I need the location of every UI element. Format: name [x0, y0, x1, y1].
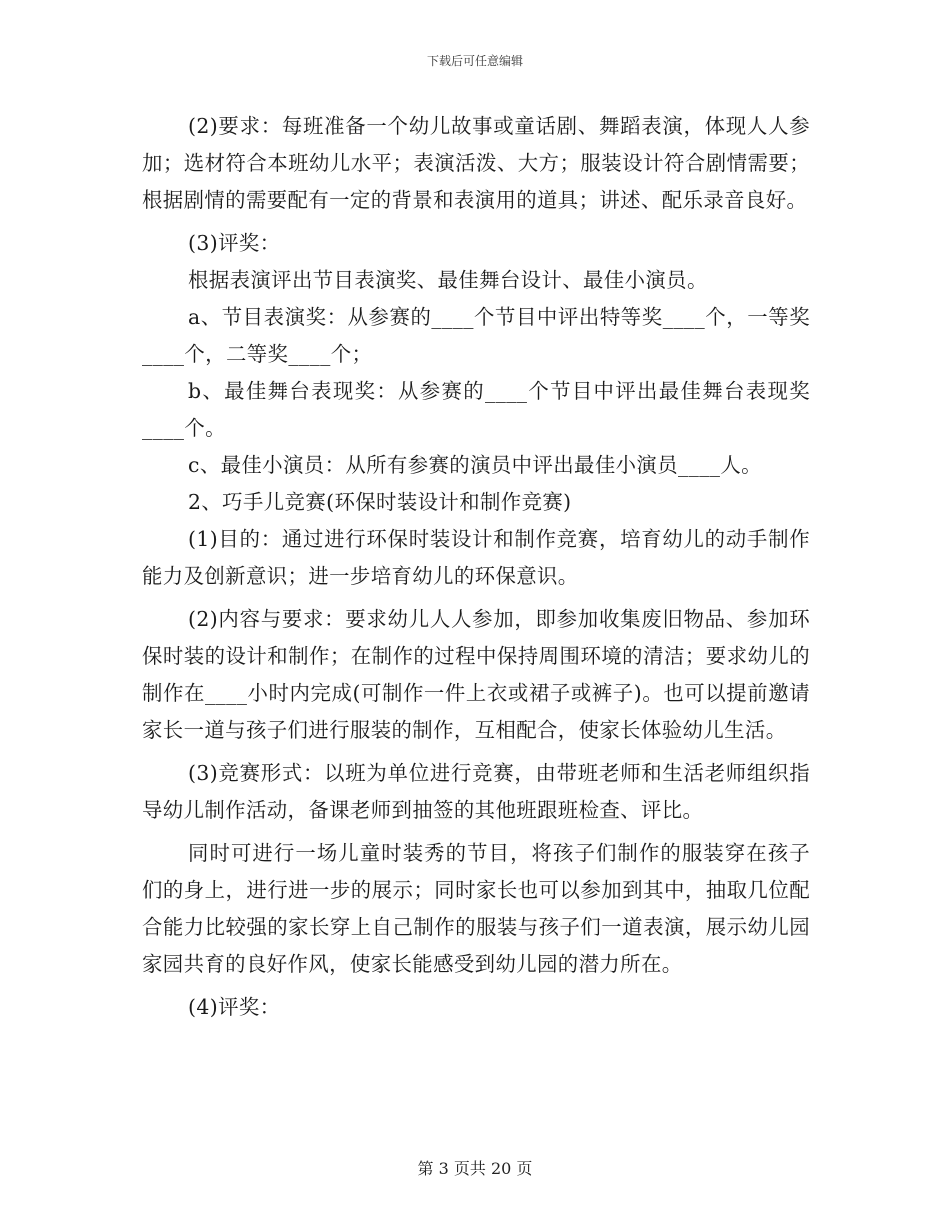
paragraph-award-b: b、最佳舞台表现奖：从参赛的____个节目中评出最佳舞台表现奖____个。	[142, 379, 810, 440]
document-body	[142, 108, 810, 1026]
paragraph-awards-heading-2: (4)评奖：	[188, 995, 281, 1019]
paragraph-requirements: (2)要求：每班准备一个幼儿故事或童话剧、舞蹈表演，体现人人参加；选材符合本班幼儿水平；表演活泼、大方；服装设计符合剧情需要；根据剧情的需要配有一定的背景和表演用的道具；讲述、配乐录音良好。	[142, 114, 810, 212]
paragraph-fashion-show: 同时可进行一场儿童时装秀的节目，将孩子们制作的服装穿在孩子们的身上，进行进一步的展示；同时家长也可以参加到其中，抽取几位配合能力比较强的家长穿上自己制作的服装与孩子们一道表演，展示幼儿园家园共育的良好作风，使家长能感受到幼儿园的潜力所在。	[142, 841, 810, 976]
paragraph-award-c: c、最佳小演员：从所有参赛的演员中评出最佳小演员____人。	[188, 453, 762, 477]
section-heading-crafts: 2、巧手儿竞赛(环保时装设计和制作竞赛)	[188, 490, 572, 514]
paragraph-awards-intro: 根据表演评出节目表演奖、最佳舞台设计、最佳小演员。	[188, 268, 708, 292]
paragraph-competition-format: (3)竞赛形式：以班为单位进行竞赛，由带班老师和生活老师组织指导幼儿制作活动，备课老师到抽签的其他班跟班检查、评比。	[142, 761, 810, 822]
paragraph-purpose: (1)目的：通过进行环保时装设计和制作竞赛，培育幼儿的动手制作能力及创新意识；进一步培育幼儿的环保意识。	[142, 527, 810, 588]
page-header: 下载后可任意编辑	[426, 54, 523, 68]
page-footer: 第 3 页共 20 页	[417, 1159, 533, 1178]
paragraph-award-a: a、节目表演奖：从参赛的____个节目中评出特等奖____个，一等奖____个，二等奖____个；	[142, 305, 810, 366]
paragraph-content-requirements: (2)内容与要求：要求幼儿人人参加，即参加收集废旧物品、参加环保时装的设计和制作；在制作的过程中保持周围环境的清洁；要求幼儿的制作在____小时内完成(可制作一件上衣或裙子或裤子)。也可以提前邀请家长一道与孩子们进行服装的制作，互相配合，使家长体验幼儿生活。	[142, 607, 810, 742]
paragraph-awards-heading: (3)评奖：	[188, 231, 281, 255]
